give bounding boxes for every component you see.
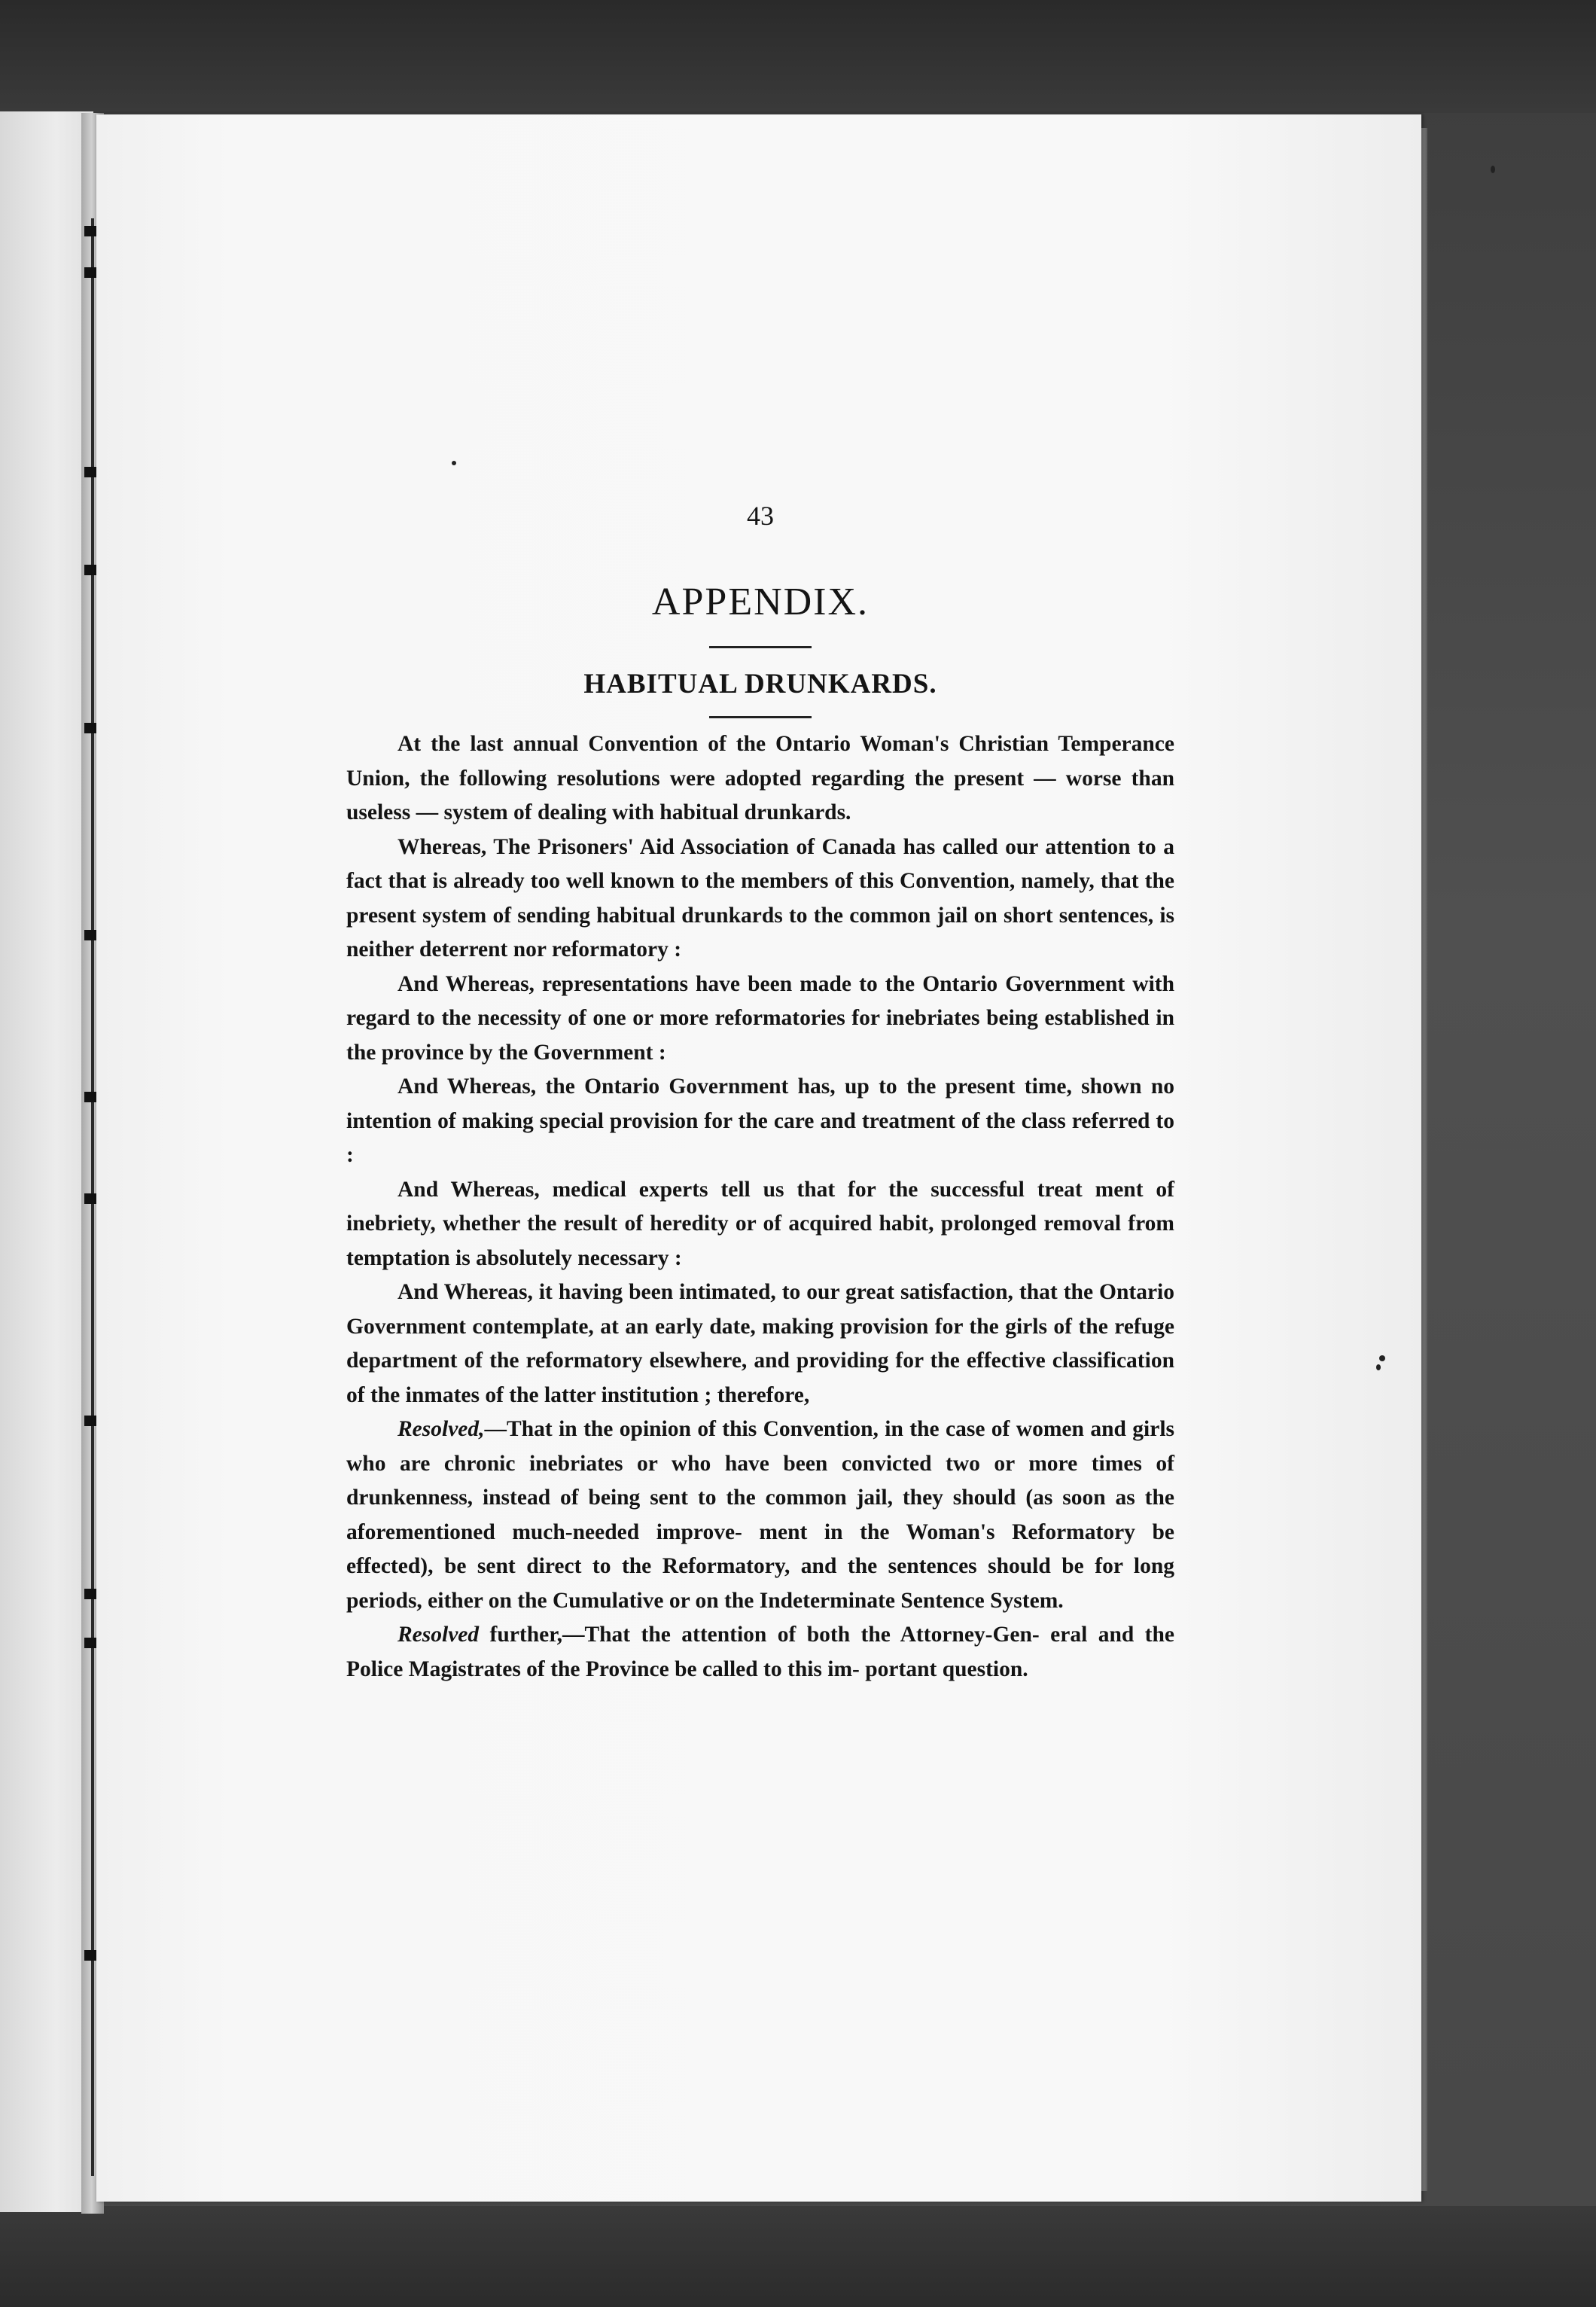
paragraph-resolved-1 xyxy=(346,1413,1174,1618)
body-text xyxy=(346,727,1174,1687)
paragraph-text: And Whereas, medical experts tell us that for the successful treat ment of inebriety, whether the result of heredity or of acquired habit, prolonged removal from temptation is absolutely necessary : xyxy=(346,1177,1174,1270)
scan-background-top xyxy=(0,0,1596,113)
scan-speck xyxy=(1379,1355,1385,1361)
section-heading: HABITUAL DRUNKARDS. xyxy=(583,669,937,699)
paragraph-text: Whereas, The Prisoners' Aid Association of Canada has called our attention to a fact that is already too well known to the members of this Convention, namely, that the present system of sending habitual drunkards to the common jail on short sentences, is neither deterrent nor reformatory : xyxy=(346,834,1174,962)
paragraph-text: And Whereas, it having been intimated, to our great satisfaction, that the Ontario Government contemplate, at an early date, making provision for the girls of the refuge department of the reformatory elsewhere, and providing for the effective classification of the inmates of the latter institution ; therefore, xyxy=(346,1280,1174,1407)
heading-rule xyxy=(709,646,812,648)
scan-background-bottom xyxy=(0,2206,1596,2307)
left-page-edge xyxy=(0,111,93,2212)
paragraph-whereas-1 xyxy=(346,830,1174,968)
paragraph-text: And Whereas, the Ontario Government has, up to the present time, shown no intention of making special provision for the care and treatment of the class referred to : xyxy=(346,1074,1174,1167)
paragraph-whereas-3 xyxy=(346,1070,1174,1173)
page-content xyxy=(346,497,1174,1687)
page-number: 43 xyxy=(747,501,774,531)
paragraph-whereas-5 xyxy=(346,1275,1174,1413)
paragraph-text: further,—That the attention of both the Attorney-Gen- eral and the Police Magistrates of the Province be called to this im- portant question. xyxy=(346,1623,1174,1681)
section-rule xyxy=(709,716,812,718)
paragraph-resolved-2 xyxy=(346,1618,1174,1687)
paragraph-text: At the last annual Convention of the Ontario Woman's Christian Temperance Union, the following resolutions were adopted regarding the present — worse than useless — system of dealing with habitual drunkards. xyxy=(346,732,1174,824)
paragraph-text: And Whereas, representations have been made to the Ontario Government with regard to the necessity of one or more reformatories for inebriates being established in the province by the Government : xyxy=(346,971,1174,1065)
paragraph-whereas-2 xyxy=(346,968,1174,1071)
appendix-heading: APPENDIX. xyxy=(651,581,870,623)
paragraph-text: —That in the opinion of this Convention, in the case of women and girls who are chronic inebriates or who have been convicted two or more times of drunkenness, instead of being sent to the common jail, they should (as soon as the aforementioned much-needed improve- ment in the Woman's Reformatory be effected), be sent direct to the Reformatory, and the sentences should be for long periods, either on the Cumulative or on the Indeterminate Sentence System. xyxy=(346,1417,1174,1613)
paragraph-intro xyxy=(346,727,1174,830)
paper-speck xyxy=(1376,1364,1381,1370)
scan-speck xyxy=(1491,166,1495,173)
paragraph-lead: Resolved, xyxy=(397,1417,485,1441)
paragraph-whereas-4 xyxy=(346,1173,1174,1276)
paragraph-lead: Resolved xyxy=(397,1623,480,1647)
paper-speck xyxy=(452,461,456,465)
